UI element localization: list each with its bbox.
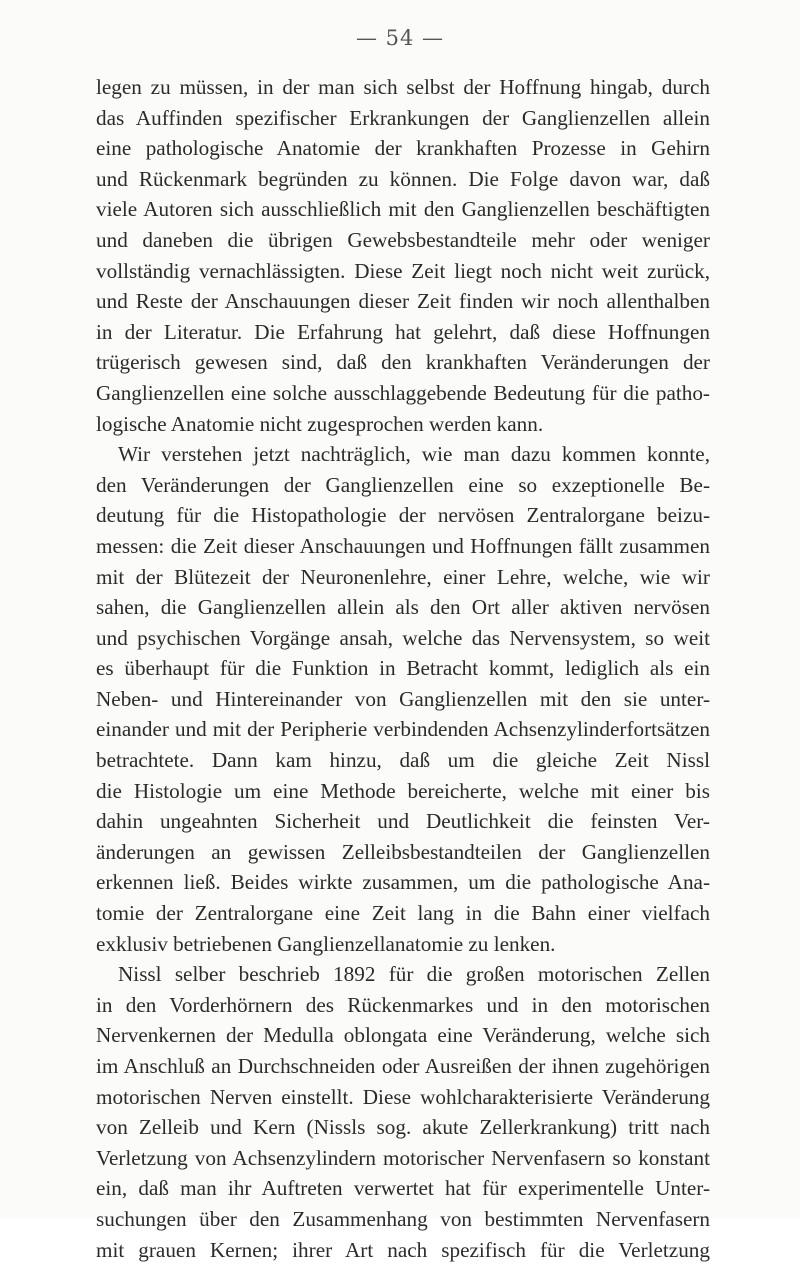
text-line: vollständig vernachlässigten. Diese Zeit liegt noch nicht weit zurück,	[96, 258, 710, 283]
text-line: im Anschluß an Durchschneiden oder Ausreißen der ihnen zugehörigen	[96, 1054, 710, 1078]
text-line: und daneben die übrigen Gewebsbestandteile mehr oder weniger	[96, 227, 710, 252]
text-line: logische Anatomie nicht zugesprochen werden kann.	[96, 411, 544, 436]
text-line: trügerisch gewesen sind, daß den krankhaften Veränderungen der	[96, 350, 710, 375]
text-line: und psychischen Vorgänge ansah, welche das Nervensystem, so weit	[96, 625, 710, 650]
text-line: und Rückenmark begründen zu können. Die Folge davon war, daß	[96, 166, 710, 191]
text-line: viele Autoren sich ausschließlich mit den Ganglienzellen beschäftigten	[96, 197, 710, 222]
text-line: suchungen über den Zusammenhang von bestimmten Nervenfasern	[96, 1206, 710, 1231]
text-line: in der Literatur. Die Erfahrung hat gelehrt, daß diese Hoffnungen	[96, 319, 710, 344]
text-line: mit der Blütezeit der Neuronenlehre, einer Lehre, welche, wie wir	[96, 564, 710, 589]
text-line: dahin ungeahnten Sicherheit und Deutlichkeit die feinsten Ver-	[96, 809, 710, 834]
page-number: — 54 —	[355, 26, 445, 50]
text-line: einander und mit der Peripherie verbindenden Achsenzylinderfortsätzen	[96, 717, 710, 742]
paragraph-2	[96, 439, 710, 959]
text-line: motorischen Nerven einstellt. Diese wohlcharakterisierte Veränderung	[96, 1084, 710, 1109]
text-line: Neben- und Hintereinander von Ganglienzellen mit den sie unter-	[96, 686, 710, 711]
text-line: Verletzung von Achsenzylindern motorischer Nervenfasern so konstant	[96, 1145, 710, 1170]
text-line: eine pathologische Anatomie der krankhaften Prozesse in Gehirn	[96, 136, 710, 161]
text-line: von Zelleib und Kern (Nissls sog. akute Zellerkrankung) tritt nach	[96, 1115, 710, 1140]
text-line: ein, daß man ihr Auftreten verwertet hat für experimentelle Unter-	[96, 1176, 710, 1201]
text-line: das Auffinden spezifischer Erkrankungen der Ganglienzellen allein	[96, 105, 710, 130]
text-line: und Reste der Anschauungen dieser Zeit finden wir noch allenthalben	[96, 289, 710, 314]
text-line: tomie der Zentralorgane eine Zeit lang in die Bahn einer vielfach	[96, 901, 710, 926]
text-line: änderungen an gewissen Zelleibsbestandteilen der Ganglienzellen	[96, 839, 710, 864]
text-line: Nervenkernen der Medulla oblongata eine Veränderung, welche sich	[96, 1023, 710, 1048]
text-line: deutung für die Histopathologie der nervösen Zentralorgane beizu-	[96, 503, 710, 528]
text-line: exklusiv betriebenen Ganglienzellanatomie zu lenken.	[96, 931, 556, 956]
text-line: die Histologie um eine Methode bereicherte, welche mit einer bis	[96, 778, 710, 803]
text-line: betrachtete. Dann kam hinzu, daß um die gleiche Zeit Nissl	[96, 748, 710, 773]
paragraph-3	[96, 959, 710, 1265]
text-line: Wir verstehen jetzt nachträglich, wie man dazu kommen konnte,	[118, 442, 710, 467]
text-line: in den Vorderhörnern des Rückenmarkes und in den motorischen	[96, 992, 710, 1017]
body-text	[96, 72, 710, 1265]
text-line: es überhaupt für die Funktion in Betracht kommt, lediglich als ein	[96, 656, 710, 681]
text-line: Nissl selber beschrieb 1892 für die großen motorischen Zellen	[118, 962, 710, 987]
text-line: Ganglienzellen eine solche ausschlaggebende Bedeutung für die patho-	[96, 380, 710, 405]
text-line: den Veränderungen der Ganglienzellen eine so exzeptionelle Be-	[96, 472, 710, 497]
text-line: erkennen ließ. Beides wirkte zusammen, um die pathologische Ana-	[96, 870, 710, 895]
text-line: legen zu müssen, in der man sich selbst der Hoffnung hingab, durch	[96, 75, 710, 99]
text-line: mit grauen Kernen; ihrer Art nach spezifisch für die Verletzung	[96, 1237, 710, 1262]
text-line: sahen, die Ganglienzellen allein als den Ort aller aktiven nervösen	[96, 595, 710, 620]
text-line: messen: die Zeit dieser Anschauungen und Hoffnungen fällt zusammen	[96, 533, 710, 558]
paragraph-1	[96, 72, 710, 439]
